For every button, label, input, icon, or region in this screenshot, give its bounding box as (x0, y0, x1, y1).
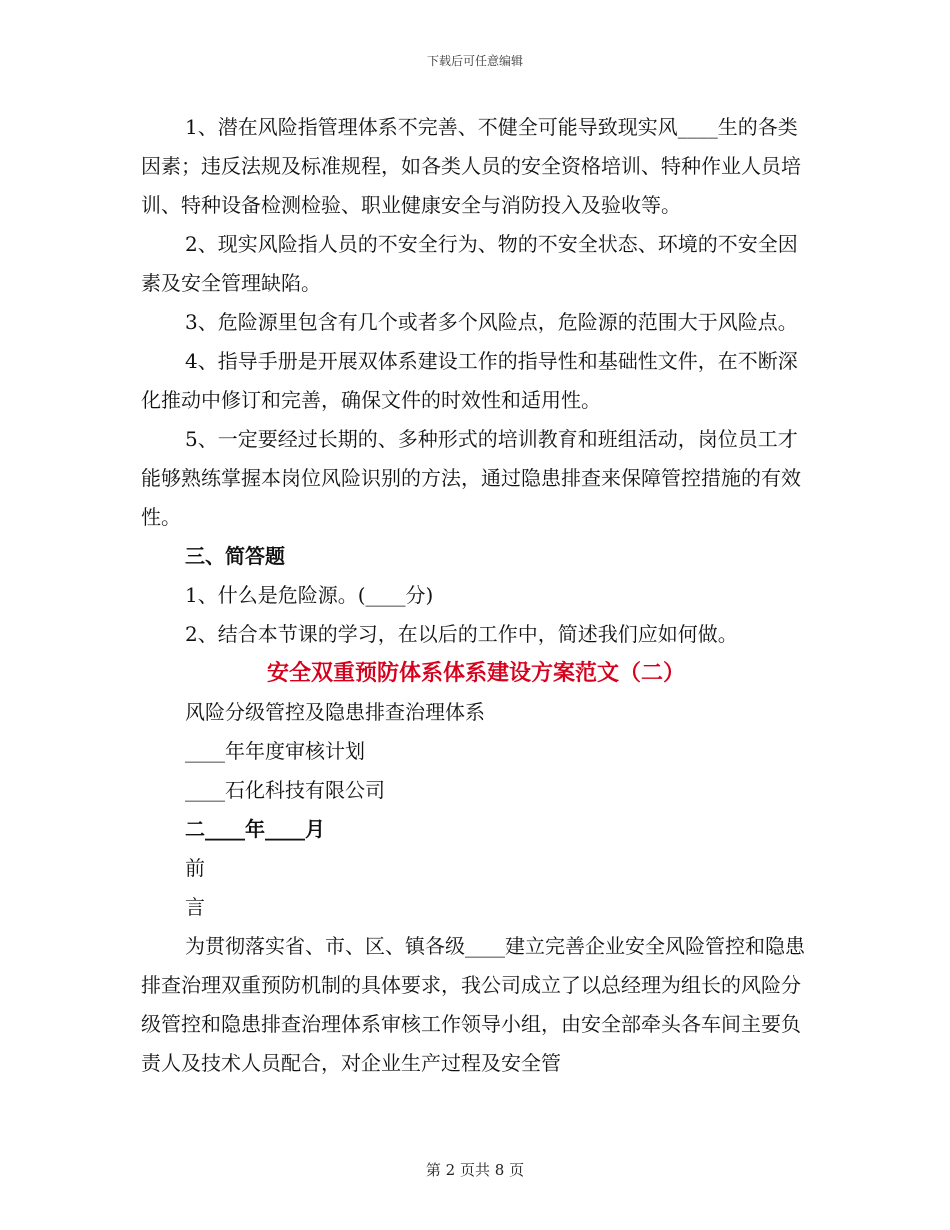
cover-line-system: 风险分级管控及隐患排查治理体系 (185, 700, 485, 724)
list-item-1: 1、潜在风险指管理体系不完善、不健全可能导致现实风____生的各类因素；违反法规及标准规程，如各类人员的安全资格培训、特种作业人员培训、特种设备检测检验、职业健康安全与消防投入及验收等。 (141, 115, 801, 217)
page-header: 下载后可任意编辑 (426, 54, 523, 68)
document-body (141, 108, 811, 1083)
list-item-5: 5、一定要经过长期的、多种形式的培训教育和班组活动，岗位员工才能够熟练掌握本岗位风险识别的方法，通过隐患排查来保障管控措施的有效性。 (141, 427, 801, 529)
section-heading: 三、简答题 (185, 544, 285, 568)
list-item-3: 3、危险源里包含有几个或者多个风险点，危险源的范围大于风险点。 (185, 310, 798, 334)
preface-char-2: 言 (185, 895, 205, 919)
question-2: 2、结合本节课的学习，在以后的工作中，简述我们应如何做。 (185, 622, 738, 646)
document-title: 安全双重预防体系体系建设方案范文（二） (266, 660, 685, 686)
cover-date: 二____年____月 (185, 817, 325, 841)
preface-char-1: 前 (185, 856, 205, 880)
cover-line-plan: ____年年度审核计划 (185, 739, 365, 763)
page-footer: 第 2 页共 8 页 (425, 1161, 525, 1179)
question-1: 1、什么是危险源。(____分) (185, 583, 434, 607)
body-paragraph: 为贯彻落实省、市、区、镇各级____建立完善企业安全风险管控和隐患排查治理双重预防机制的具体要求，我公司成立了以总经理为组长的风险分级管控和隐患排查治理体系审核工作领导小组，由安全部牵头各车间主要负责人及技术人员配合，对企业生产过程及安全管 (141, 934, 805, 1075)
list-item-2: 2、现实风险指人员的不安全行为、物的不安全状态、环境的不安全因素及安全管理缺陷。 (141, 232, 798, 295)
list-item-4: 4、指导手册是开展双体系建设工作的指导性和基础性文件，在不断深化推动中修订和完善，确保文件的时效性和适用性。 (141, 349, 798, 412)
cover-line-company: ____石化科技有限公司 (185, 778, 385, 802)
